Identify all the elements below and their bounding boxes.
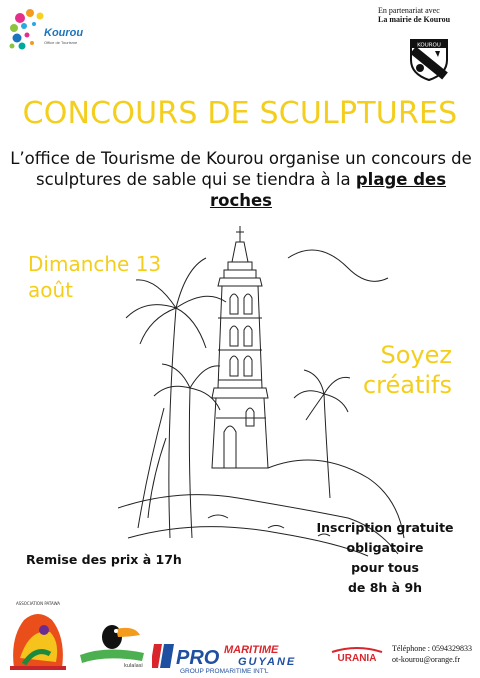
guyane-word: GUYANE [238, 656, 297, 668]
logo-subtext: Office de Tourisme [44, 40, 78, 45]
page-title: CONCOURS DE SCULPTURES [22, 96, 458, 131]
logo-kourou-text: Kourou [44, 27, 84, 39]
partner-line1: En partenariat avec [378, 6, 440, 15]
slogan [322, 340, 452, 400]
intro-text: L’office de Tourisme de Kourou organise un concours de sculptures de sable qui se tiendra à la [10, 149, 472, 189]
pro-maritime-logo [152, 640, 320, 674]
urania-text: URANIA [337, 653, 377, 662]
kourou-tourism-logo [6, 6, 86, 60]
slogan-line1: Soyez [380, 341, 452, 369]
toucan-logo [76, 615, 148, 669]
toucan-text: kulalasi [124, 663, 143, 669]
patawa-association-logo [6, 598, 70, 674]
prize-time: Remise des prix à 17h [26, 552, 182, 567]
tower-drawing [212, 226, 268, 468]
date-line1: Dimanche 13 [28, 252, 162, 276]
inscription-line: obligatoire [346, 540, 424, 555]
contact-phone: Téléphone : 0594329833 [392, 644, 472, 653]
inscription-line: de 8h à 9h [347, 580, 423, 595]
logo-dots-icon [10, 9, 44, 50]
urania-logo [330, 646, 384, 662]
intro-paragraph [8, 148, 474, 211]
crest-text: KOUROU [417, 42, 441, 49]
event-date [28, 251, 198, 303]
partner-block [378, 6, 474, 24]
inscription-line: pour tous [351, 560, 419, 575]
inscription-info [312, 518, 458, 598]
contact-email: ot-kourou@orange.fr [392, 655, 461, 664]
inscription-line: Inscription gratuite [316, 520, 454, 535]
contact-info [392, 643, 478, 665]
kourou-crest-icon [407, 32, 451, 82]
intro-location: plage des roches [209, 170, 447, 210]
partner-line2: La mairie de Kourou [378, 15, 451, 24]
slogan-line2: créatifs [362, 371, 452, 399]
patawa-text: ASSOCIATION PATAWA [15, 601, 61, 606]
maritime-word: MARITIME [224, 644, 279, 656]
pro-tagline: GROUP PROMARITIME INT'L [180, 668, 269, 674]
pro-word: PRO [176, 647, 220, 669]
date-line2: août [28, 278, 74, 302]
